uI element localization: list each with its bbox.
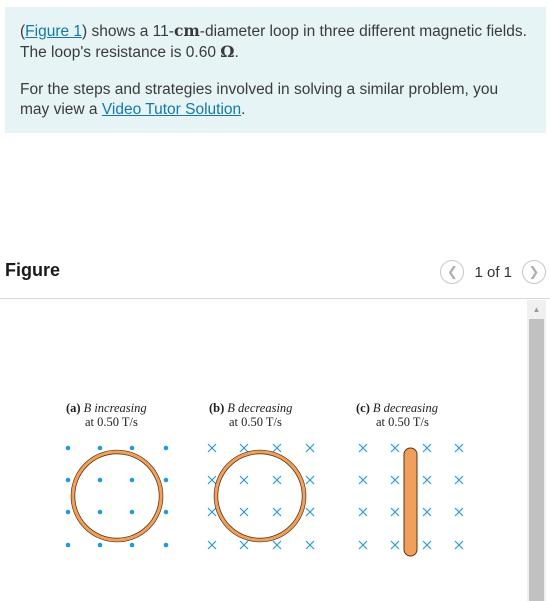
field-cross	[273, 541, 281, 549]
field-dot	[66, 478, 71, 483]
field-dot	[130, 446, 135, 451]
scroll-thumb[interactable]	[529, 319, 544, 601]
field-cross	[306, 541, 314, 549]
field-cross	[455, 444, 463, 452]
field-dot	[66, 446, 71, 451]
field-cross	[240, 508, 248, 516]
field-cross	[359, 508, 367, 516]
field-cross	[359, 444, 367, 452]
loop-outline-inner	[218, 454, 302, 538]
field-cross	[273, 444, 281, 452]
panel-a-caption-line1: B increasing	[83, 401, 147, 415]
field-cross	[423, 444, 431, 452]
field-dot	[164, 446, 169, 451]
panel-b-caption-line1: B decreasing	[227, 401, 293, 415]
field-cross	[273, 476, 281, 484]
panel-a-label: (a)	[66, 401, 81, 415]
field-cross	[273, 508, 281, 516]
field-dot	[66, 543, 71, 548]
help-text	[20, 80, 530, 120]
panel-c-label: (c)	[356, 401, 370, 415]
field-dot	[130, 510, 135, 515]
figure-title: Figure	[5, 260, 61, 280]
help-text-end: .	[241, 101, 246, 118]
panel-b-caption-line2: at 0.50 T/s	[229, 415, 282, 429]
field-dot	[66, 510, 71, 515]
panel-c-caption-line2: at 0.50 T/s	[376, 415, 429, 429]
problem-text-prefix: (	[20, 23, 26, 40]
panel-a-caption	[66, 401, 147, 429]
field-cross	[240, 444, 248, 452]
field-cross	[391, 508, 399, 516]
field-dot	[130, 478, 135, 483]
problem-text	[20, 21, 530, 63]
field-dot	[98, 510, 103, 515]
field-cross	[391, 476, 399, 484]
figure-header	[0, 252, 550, 299]
field-cross	[306, 508, 314, 516]
field-cross	[455, 508, 463, 516]
problem-text-end: .	[234, 44, 239, 61]
field-cross	[208, 541, 216, 549]
panel-a-caption-line2: at 0.50 T/s	[85, 415, 138, 429]
edge-on-loop	[404, 448, 417, 556]
panel-c-caption	[356, 401, 438, 429]
panel-a-field	[66, 446, 169, 548]
field-dot	[130, 543, 135, 548]
figure-image	[0, 300, 525, 601]
chevron-left-icon[interactable]: ❮	[440, 260, 464, 284]
problem-statement-box	[5, 7, 546, 133]
problem-text-part2: -diameter loop in three different magnetic fields. The loop's resistance is 0.60	[20, 23, 527, 61]
field-dot	[98, 478, 103, 483]
field-cross	[306, 476, 314, 484]
figure-scrollbar[interactable]	[527, 300, 546, 601]
field-dot	[98, 543, 103, 548]
field-cross	[391, 444, 399, 452]
field-cross	[208, 508, 216, 516]
field-cross	[359, 541, 367, 549]
unit-cm: cm	[173, 21, 200, 40]
field-cross	[208, 444, 216, 452]
conducting-loop	[73, 452, 161, 540]
conducting-loop	[216, 452, 304, 540]
figure-pager	[440, 260, 546, 284]
field-cross	[240, 541, 248, 549]
field-cross	[359, 476, 367, 484]
problem-text-part1: ) shows a 11-	[82, 23, 174, 40]
panel-b-label: (b)	[209, 401, 225, 415]
field-cross	[455, 541, 463, 549]
field-dot	[98, 446, 103, 451]
panel-c-field	[359, 444, 463, 556]
video-tutor-link[interactable]: Video Tutor Solution	[101, 101, 242, 118]
field-cross	[455, 476, 463, 484]
field-cross	[423, 541, 431, 549]
field-cross	[423, 476, 431, 484]
panel-b-field	[208, 444, 314, 549]
svg-text:(b)B decreasing	[209, 401, 292, 415]
field-cross	[240, 476, 248, 484]
field-cross	[306, 444, 314, 452]
field-dot	[164, 478, 169, 483]
panel-b-caption	[209, 401, 292, 429]
field-cross	[208, 476, 216, 484]
field-dot	[164, 510, 169, 515]
chevron-right-icon[interactable]: ❯	[522, 260, 546, 284]
svg-text:(a)B increasing	[66, 401, 147, 415]
pager-label: 1 of 1	[474, 263, 512, 281]
field-cross	[391, 541, 399, 549]
panel-c-caption-line1: B decreasing	[372, 401, 439, 415]
field-cross	[423, 508, 431, 516]
field-dot	[164, 543, 169, 548]
loop-outline-inner	[75, 454, 159, 538]
help-text-body: For the steps and strategies involved in solving a similar problem, you may view a	[20, 81, 499, 118]
unit-ohm: Ω	[220, 42, 235, 61]
figure-link[interactable]: Figure 1	[25, 23, 83, 40]
svg-text:(c)B decreasing	[356, 401, 438, 415]
scroll-up-icon[interactable]: ▲	[532, 304, 541, 314]
